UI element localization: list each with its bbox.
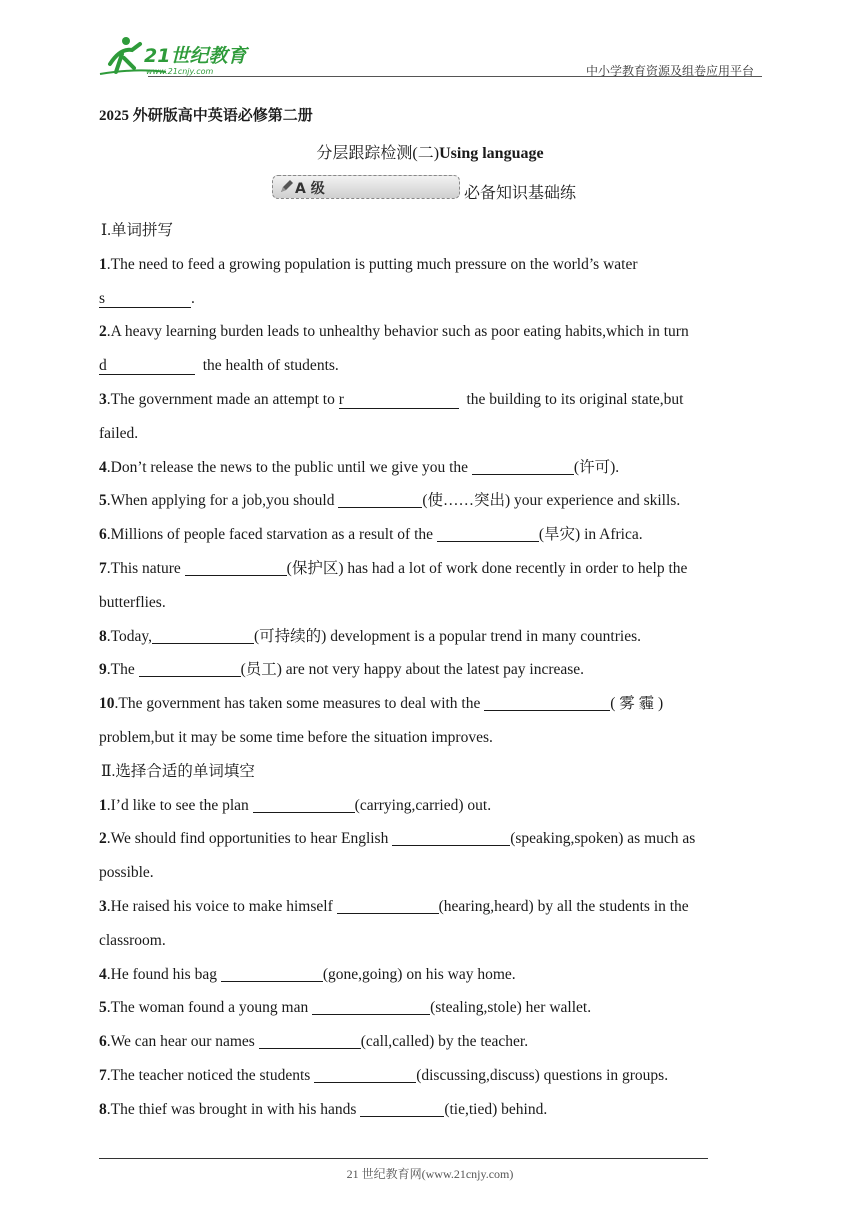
answer-blank[interactable] xyxy=(152,626,254,644)
question-item-cont: butterflies. xyxy=(99,593,166,611)
level-description: 必备知识基础练 xyxy=(464,185,577,202)
footer-divider xyxy=(99,1158,708,1159)
question-item: 1.The need to feed a growing population is putting much pressure on the world’s water xyxy=(99,255,638,273)
question-item: 8.Today, (可持续的) development is a popular trend in many countries. xyxy=(99,620,763,654)
answer-blank[interactable] xyxy=(484,693,610,711)
question-item: 4.He found his bag (gone,going) on his way home. xyxy=(99,958,763,992)
answer-blank[interactable] xyxy=(185,558,287,576)
answer-blank[interactable] xyxy=(259,1031,361,1049)
document-subtitle xyxy=(0,140,860,163)
question-item: 10.The government has taken some measures to deal with the ( 雾 霾 ) xyxy=(99,687,763,721)
answer-blank[interactable]: s xyxy=(99,290,191,308)
header-divider xyxy=(148,76,762,77)
level-label: A 级 xyxy=(295,181,325,197)
answer-blank[interactable]: d xyxy=(99,357,195,375)
question-item: 6.We can hear our names (call,called) by the teacher. xyxy=(99,1025,763,1059)
question-item: 5.The woman found a young man (stealing,stole) her wallet. xyxy=(99,991,763,1025)
answer-blank[interactable] xyxy=(139,659,241,677)
question-item-cont: failed. xyxy=(99,424,139,442)
answer-blank[interactable] xyxy=(312,997,430,1015)
page-footer: 21 世纪教育网(www.21cnjy.com) xyxy=(346,1167,514,1181)
answer-blank[interactable] xyxy=(337,896,439,914)
svg-text:21世纪教育: 21世纪教育 xyxy=(144,45,247,67)
answer-blank[interactable] xyxy=(221,963,323,981)
answer-blank[interactable] xyxy=(437,524,539,542)
question-item: 5.When applying for a job,you should (使……突出) your experience and skills. xyxy=(99,484,763,518)
question-item-cont: possible. xyxy=(99,864,154,882)
question-item-cont: d the health of students. xyxy=(99,357,339,375)
question-item-cont: classroom. xyxy=(99,931,166,949)
answer-blank[interactable] xyxy=(392,828,510,846)
page-header xyxy=(96,34,762,78)
question-item: 6.Millions of people faced starvation as a result of the (旱灾) in Africa. xyxy=(99,518,763,552)
svg-text:www.21cnjy.com: www.21cnjy.com xyxy=(146,67,214,76)
answer-blank[interactable] xyxy=(360,1099,444,1117)
answer-blank[interactable] xyxy=(253,795,355,813)
site-logo xyxy=(96,34,266,78)
question-item-cont: problem,but it may be some time before the situation improves. xyxy=(99,728,493,746)
subtitle-chinese: 分层跟踪检测(二) xyxy=(316,145,440,162)
pencil-icon xyxy=(279,178,295,194)
question-item-cont: s . xyxy=(99,289,195,307)
subtitle-english: Using language xyxy=(439,145,544,162)
answer-blank[interactable]: r xyxy=(339,391,459,409)
document-title: 2025 外研版高中英语必修第二册 xyxy=(99,108,313,124)
question-item: 2.We should find opportunities to hear English (speaking,spoken) as much as xyxy=(99,822,763,856)
question-item: 4.Don’t release the news to the public until we give you the (许可). xyxy=(99,451,763,485)
level-banner xyxy=(272,172,612,202)
question-item: 1.I’d like to see the plan (carrying,carried) out. xyxy=(99,789,763,823)
question-item: 3.He raised his voice to make himself (hearing,heard) by all the students in the xyxy=(99,890,763,924)
site-tagline: 中小学教育资源及组卷应用平台 xyxy=(585,64,754,78)
exercise-content xyxy=(99,214,763,1127)
question-item: 7.This nature (保护区) has had a lot of work done recently in order to help the xyxy=(99,552,763,586)
question-item: 2.A heavy learning burden leads to unhealthy behavior such as poor eating habits,which in turn xyxy=(99,323,689,341)
question-item: 9.The (员工) are not very happy about the latest pay increase. xyxy=(99,653,763,687)
answer-blank[interactable] xyxy=(472,457,574,475)
section-heading-word-choice: Ⅱ.选择合适的单词填空 xyxy=(101,762,255,780)
answer-blank[interactable] xyxy=(338,490,422,508)
section-heading-spelling: Ⅰ.单词拼写 xyxy=(101,222,173,239)
answer-blank[interactable] xyxy=(314,1065,416,1083)
question-item: 3.The government made an attempt to r the building to its original state,but xyxy=(99,390,684,408)
question-item: 8.The thief was brought in with his hands (tie,tied) behind. xyxy=(99,1093,763,1127)
question-item: 7.The teacher noticed the students (discussing,discuss) questions in groups. xyxy=(99,1059,763,1093)
level-badge xyxy=(272,175,460,199)
